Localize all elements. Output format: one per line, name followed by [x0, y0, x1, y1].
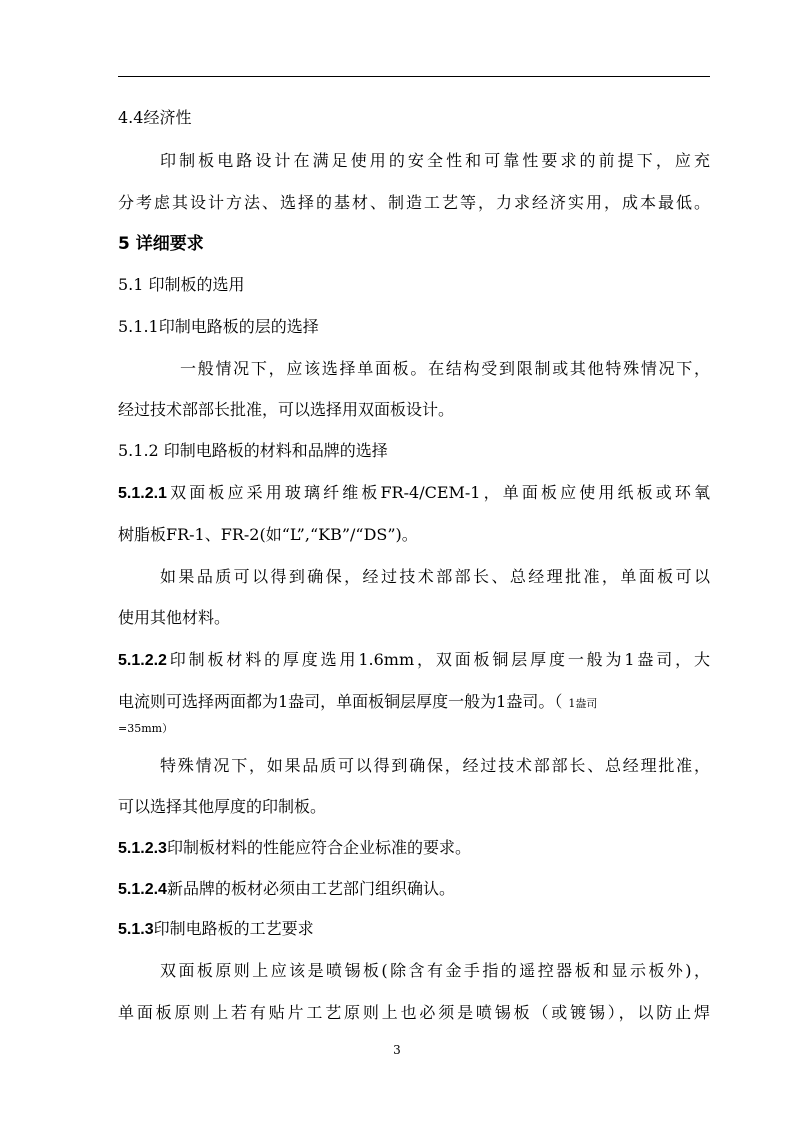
section-4-4-paragraph-line-1: 印制板电路设计在满足使用的安全性和可靠性要求的前提下，应充	[160, 151, 710, 170]
section-5-1-2-2-line-1	[118, 650, 710, 671]
section-5-1-1-title: 5.1.1印制电路板的层的选择	[118, 317, 319, 336]
header-rule	[118, 76, 710, 77]
section-4-4-paragraph-line-2: 分考虑其设计方法、选择的基材、制造工艺等，力求经济实用，成本最低。	[118, 193, 710, 212]
section-5-1-2-4-text: 新品牌的板材必须由工艺部门组织确认。	[166, 879, 455, 898]
section-5-1-2-3	[118, 838, 710, 859]
section-5-1-3-paragraph-line-2: 单面板原则上若有贴片工艺原则上也必须是喷锡板（或镀锡），以防止焊	[118, 1003, 710, 1022]
section-5-1-2-2-line-2	[118, 692, 710, 712]
section-5-1-2-3-number: 5.1.2.3	[118, 840, 167, 857]
section-5-1-2-2-number: 5.1.2.2	[118, 652, 167, 669]
section-5-1-2-2-paragraph-line-2: 可以选择其他厚度的印制板。	[118, 797, 327, 816]
section-5-1-2-2-text: 印制板材料的厚度选用1.6mm，双面板铜层厚度一般为1盎司，大	[166, 650, 710, 669]
section-5-1-2-3-text: 印制板材料的性能应符合企业标准的要求。	[166, 838, 471, 857]
section-5-1-3-number: 5.1.3	[118, 921, 154, 938]
section-5-1-2-title: 5.1.2 印制电路板的材料和品牌的选择	[118, 441, 388, 460]
section-5-1-2-1-line-1	[118, 483, 710, 504]
section-5-1-2-4	[118, 879, 710, 900]
section-5-1-3-paragraph-line-1: 双面板原则上应该是喷锡板(除含有金手指的遥控器板和显示板外)，	[160, 961, 710, 980]
section-5-1-1-paragraph-line-1: 一般情况下，应该选择单面板。在结构受到限制或其他特殊情况下，	[180, 359, 710, 378]
section-5-1-2-1-paragraph-line-1: 如果品质可以得到确保，经过技术部部长、总经理批准，单面板可以	[160, 567, 710, 586]
section-5-1-2-1-paragraph-line-2: 使用其他材料。	[118, 608, 231, 627]
section-5-1-title: 5.1 印制板的选用	[118, 275, 245, 294]
section-5-1-2-4-number: 5.1.2.4	[118, 881, 167, 898]
section-5-title: 5 详细要求	[118, 234, 204, 254]
section-5-1-1-paragraph-line-2: 经过技术部部长批准，可以选择用双面板设计。	[118, 400, 455, 419]
section-5-1-3-title-text: 印制电路板的工艺要求	[153, 919, 314, 938]
section-5-1-2-2-line-2-text: 电流则可选择两面都为1盎司，单面板铜层厚度一般为1盎司。（	[118, 692, 563, 711]
page-number: 3	[393, 1043, 401, 1057]
section-5-1-2-2-unit-note-end: =35mm）	[118, 722, 174, 735]
section-5-1-2-1-text: 双面板应采用玻璃纤维板FR-4/CEM-1，单面板应使用纸板或环氧	[166, 483, 710, 502]
section-4-4-title: 4.4经济性	[118, 108, 192, 127]
section-5-1-2-2-paragraph-line-1: 特殊情况下，如果品质可以得到确保，经过技术部部长、总经理批准，	[160, 756, 710, 775]
section-5-1-2-2-unit-note: 1盎司	[568, 697, 598, 710]
section-5-1-2-1-number: 5.1.2.1	[118, 485, 167, 502]
section-5-1-2-1-line-2: 树脂板FR-1、FR-2(如“L”,“KB”/“DS”)。	[118, 525, 418, 544]
section-5-1-3-title	[118, 919, 710, 940]
